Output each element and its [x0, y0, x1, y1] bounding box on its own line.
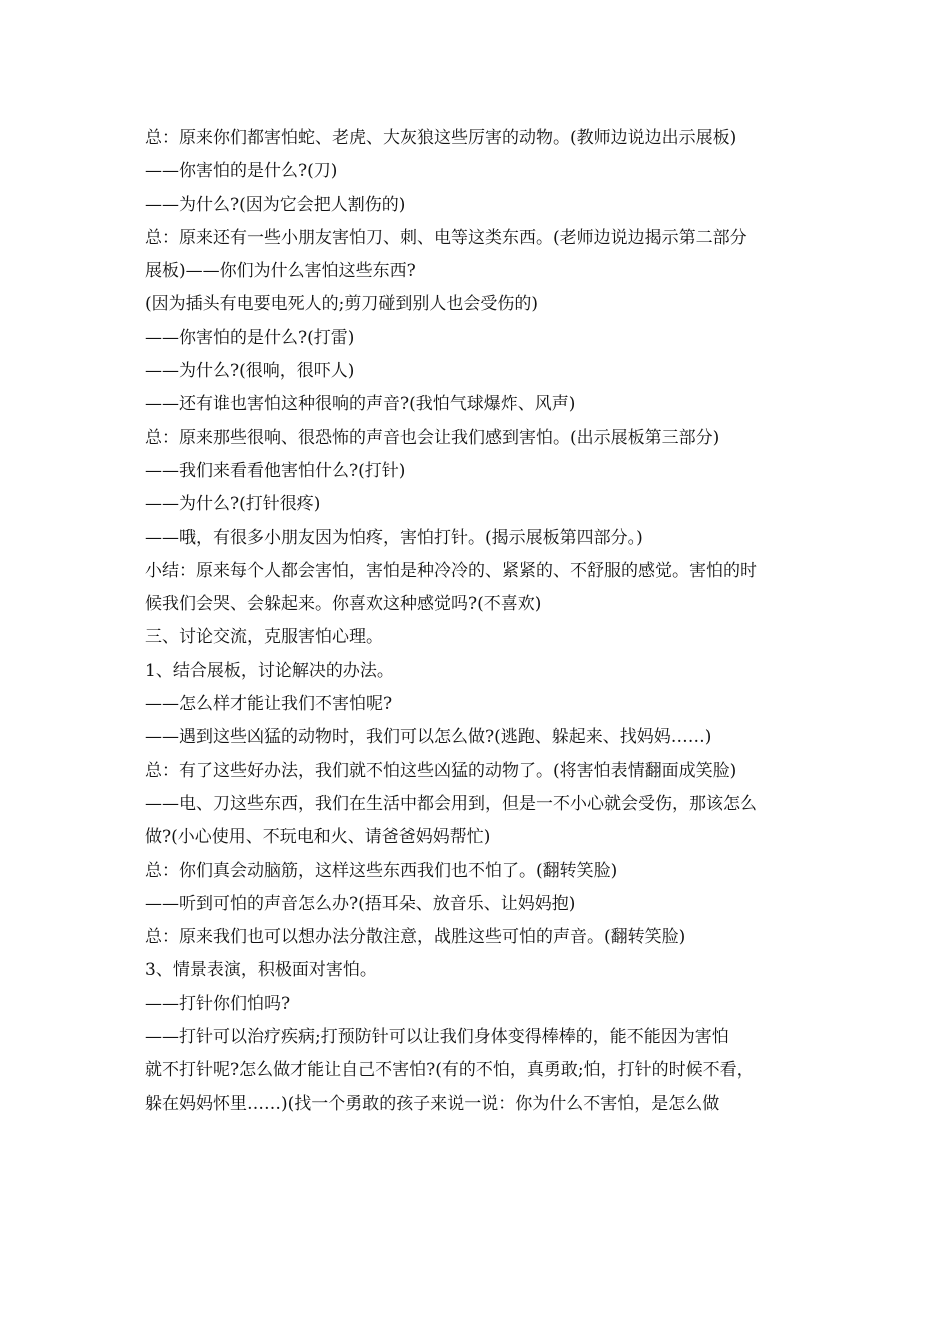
text-line: 总：原来那些很响、很恐怖的声音也会让我们感到害怕。(出示展板第三部分) [145, 427, 720, 448]
text-line: ——遇到这些凶猛的动物时，我们可以怎么做?(逃跑、躲起来、找妈妈……) [145, 727, 712, 748]
text-line: 小结：原来每个人都会害怕，害怕是种冷冷的、紧紧的、不舒服的感觉。害怕的时 [145, 560, 757, 581]
subsection-heading: 1、结合展板，讨论解决的办法。 [145, 660, 394, 681]
text-line: ——为什么?(打针很疼) [145, 494, 321, 515]
text-line: 候我们会哭、会躲起来。你喜欢这种感觉吗?(不喜欢) [145, 594, 542, 615]
text-line: 总：有了这些好办法，我们就不怕这些凶猛的动物了。(将害怕表情翻面成笑脸) [145, 760, 737, 781]
text-line: ——你害怕的是什么?(打雷) [145, 327, 355, 348]
text-line: 总：原来你们都害怕蛇、老虎、大灰狼这些厉害的动物。(教师边说边出示展板) [145, 128, 737, 148]
text-line: ——怎么样才能让我们不害怕呢? [145, 694, 393, 715]
text-line: ——为什么?(很响，很吓人) [145, 361, 355, 382]
text-line: ——还有谁也害怕这种很响的声音?(我怕气球爆炸、风声) [145, 394, 576, 415]
text-line: ——哦，有很多小朋友因为怕疼，害怕打针。(揭示展板第四部分。) [145, 527, 643, 548]
text-line: 展板)——你们为什么害怕这些东西? [145, 261, 416, 282]
text-line: ——打针你们怕吗? [145, 993, 291, 1014]
text-line: 做?(小心使用、不玩电和火、请爸爸妈妈帮忙) [145, 827, 491, 848]
text-line: 总：原来我们也可以想办法分散注意，战胜这些可怕的声音。(翻转笑脸) [145, 927, 686, 948]
text-line: 躲在妈妈怀里……)(找一个勇敢的孩子来说一说：你为什么不害怕，是怎么做 [145, 1093, 720, 1114]
text-line: ——我们来看看他害怕什么?(打针) [145, 460, 406, 481]
subsection-heading: 3、情景表演，积极面对害怕。 [145, 960, 377, 981]
text-line: ——为什么?(因为它会把人割伤的) [145, 194, 406, 215]
text-line: ——打针可以治疗疾病;打预防针可以让我们身体变得棒棒的，能不能因为害怕 [145, 1027, 729, 1048]
text-line: ——电、刀这些东西，我们在生活中都会用到，但是一不小心就会受伤，那该怎么 [145, 793, 757, 814]
text-line: 总：你们真会动脑筋，这样这些东西我们也不怕了。(翻转笑脸) [145, 860, 618, 881]
text-line: 总：原来还有一些小朋友害怕刀、刺、电等这类东西。(老师边说边揭示第二部分 [145, 227, 747, 248]
text-line: (因为插头有电要电死人的;剪刀碰到别人也会受伤的) [145, 294, 538, 315]
document-body [145, 122, 807, 1121]
section-heading: 三、讨论交流，克服害怕心理。 [145, 627, 383, 648]
text-line: ——你害怕的是什么?(刀) [145, 161, 338, 182]
text-line: ——听到可怕的声音怎么办?(捂耳朵、放音乐、让妈妈抱) [145, 893, 576, 914]
text-line: 就不打针呢?怎么做才能让自己不害怕?(有的不怕，真勇敢;怕，打针的时候不看， [145, 1060, 754, 1081]
